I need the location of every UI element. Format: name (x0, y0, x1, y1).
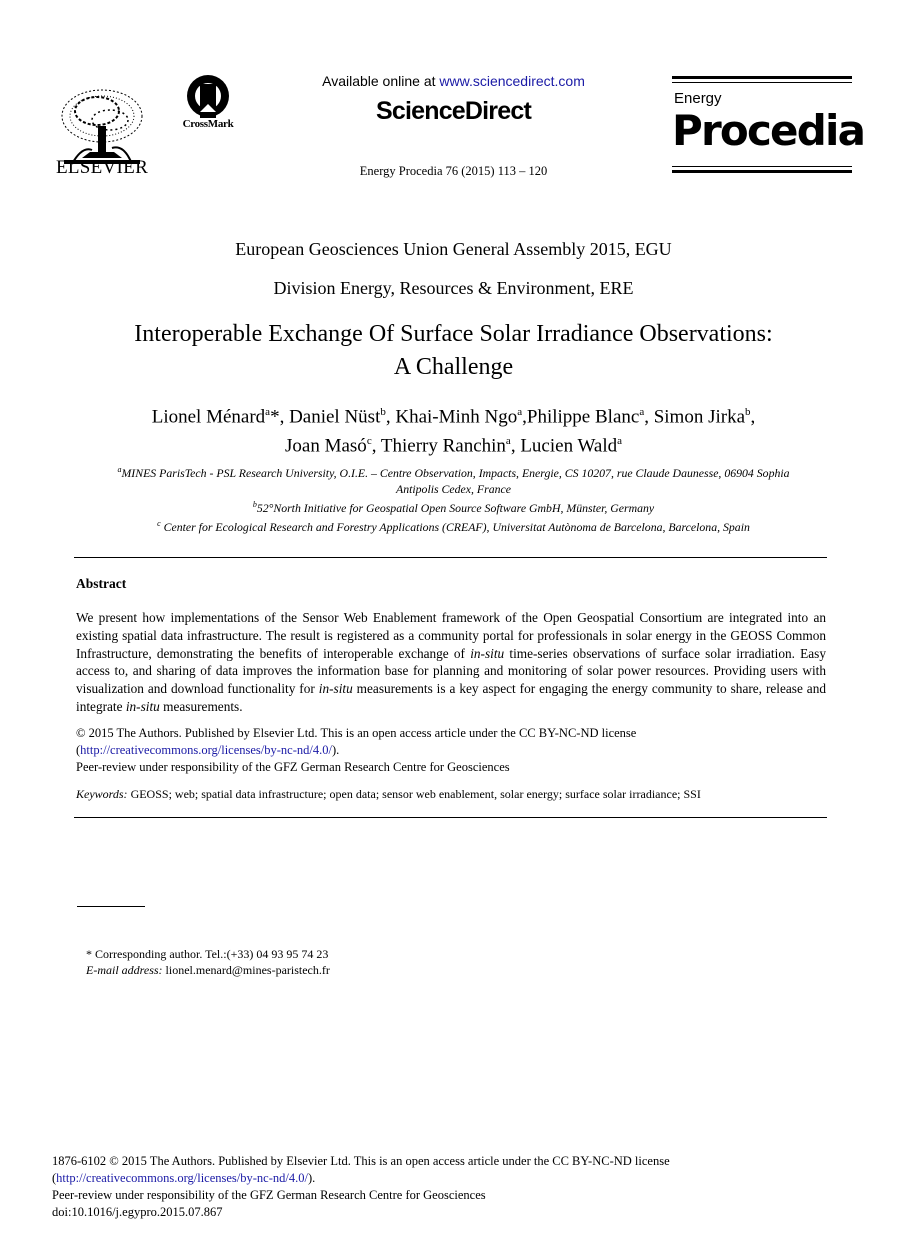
logo-rule (672, 82, 852, 83)
publication-footer (52, 1153, 852, 1221)
available-prefix: Available online at (322, 73, 440, 89)
keywords-text: GEOSS; web; spatial data infrastructure; open data; sensor web enablement, solar energy; surface solar irradiance; SSI (127, 787, 701, 801)
keywords (76, 787, 826, 802)
logo-rule (672, 166, 852, 167)
author-affil: a (505, 435, 511, 448)
email-label: E-mail address: (86, 963, 163, 977)
conference-name: European Geosciences Union General Assembly 2015, EGU (235, 239, 672, 259)
license-link[interactable]: http://creativecommons.org/licenses/by-nc-nd/4.0/ (80, 743, 332, 757)
paren: ). (307, 1171, 316, 1185)
email-address: lionel.menard@mines-paristech.fr (162, 963, 330, 977)
affil-marker: a (117, 465, 122, 474)
author-affil: b (380, 406, 386, 418)
paren: ). (331, 743, 340, 757)
author-name: Lionel Ménard (151, 406, 266, 428)
abstract-emphasis: in-situ (318, 681, 353, 697)
crossmark-label: CrossMark (182, 118, 234, 130)
affil-marker: c (157, 518, 161, 528)
abstract-text: We present how implementations of the Sensor Web Enablement framework of the Open Geospatial Consortium are integrated into an existing spatial data infrastructure. The result is registered as a community portal for professionals in solar energy in the GEOSS Common Infrastructure, demonstrating the benefits of interoperable exchange of (76, 610, 826, 661)
paren: ( (76, 743, 81, 757)
author-affil: a (617, 435, 622, 448)
peer-review-text: Peer-review under responsibility of the GFZ German Research Centre for Geosciences (76, 760, 510, 774)
author-name: Khai-Minh Ngo (395, 406, 518, 428)
affil-marker: b (252, 499, 257, 509)
doi: doi:10.1016/j.egypro.2015.07.867 (52, 1205, 223, 1219)
license-block (76, 725, 826, 776)
logo-procedia-text: Procedia (672, 106, 865, 155)
author-name: Daniel Nüst (289, 406, 381, 428)
abstract-text: time-series observations of surface solar irradiation. Easy access to, and sharing of data improves the information base for planning and monitoring of solar power resources. Providing users with visualization and download functionality for (76, 645, 826, 697)
logo-rule (672, 170, 852, 173)
affiliation-a-cont: Antipolis Cedex, France (396, 481, 511, 496)
author-name: Lucien Wald (520, 435, 618, 457)
author-affil: a (517, 406, 523, 418)
title-line-2: A Challenge (393, 354, 514, 380)
divider (74, 817, 827, 818)
issn-license: 1876-6102 © 2015 The Authors. Published by Elsevier Ltd. This is an open access article under the CC BY-NC-ND license (52, 1154, 670, 1168)
author-list: Lionel Ménard$^a$*, Daniel Nüst$^b$, Khai-Minh Ngo$^a$,Philippe Blanc$^a$, Simon Jirka$^b$, Joan Masó$^c$, Thierry Ranchin$^a$, Lucien Wald$^a$ (151, 406, 756, 457)
abstract-text: measurements. (159, 698, 243, 714)
title-line-1: Interoperable Exchange Of Surface Solar Irradiance Observations: (134, 321, 773, 347)
author-affil: a (265, 406, 271, 418)
abstract-emphasis: in-situ (125, 698, 160, 714)
author-name: Philippe Blanc (526, 406, 640, 428)
author-affil: a (639, 406, 645, 418)
license-text: © 2015 The Authors. Published by Elsevier Ltd. This is an open access article under the CC BY-NC-ND license (76, 726, 637, 740)
corresponding-star: * (270, 406, 280, 428)
footer-license-link[interactable]: http://creativecommons.org/licenses/by-nc-nd/4.0/ (56, 1171, 308, 1185)
paper-title (60, 318, 847, 384)
author-name: Thierry Ranchin (380, 435, 506, 457)
abstract-emphasis: in-situ (470, 645, 505, 661)
affiliation-b: 52°North Initiative for Geospatial Open Source Software GmbH, Münster, Germany (256, 500, 655, 515)
footnote-rule (77, 906, 145, 907)
author-name: Joan Masó (285, 435, 367, 457)
affiliations (70, 462, 837, 535)
sciencedirect-brand: ScienceDirect (376, 97, 531, 125)
paren: ( (52, 1171, 57, 1185)
abstract-text: measurements is a key aspect for engaging the energy community to share, release and integrate (76, 681, 826, 714)
energy-procedia-logo (672, 74, 865, 178)
author-affil: c (366, 435, 372, 448)
sciencedirect-link[interactable]: www.sciencedirect.com (439, 73, 585, 89)
logo-rule (672, 76, 852, 79)
publisher-name: ELSEVIER (55, 157, 149, 178)
affiliation-a: MINES ParisTech - PSL Research University, O.I.E. – Centre Observation, Impacts, Energie, CS 10207, rue Claude Daunesse, 06904 Sophia (121, 465, 790, 480)
author-affil: b (745, 406, 751, 418)
abstract-heading: Abstract (76, 576, 127, 591)
journal-reference: Energy Procedia 76 (2015) 113 – 120 (359, 164, 548, 178)
footnote (86, 946, 330, 978)
corresponding-author: * Corresponding author. Tel.:(+33) 04 93 95 74 23 (86, 947, 329, 961)
conference-division: Division Energy, Resources & Environment, ERE (273, 278, 634, 298)
affiliation-c: Center for Ecological Research and Forestry Applications (CREAF), Universitat Autònoma de Barcelona, Barcelona, Spain (163, 519, 750, 534)
author-name: Simon Jirka (653, 406, 746, 428)
divider (74, 557, 827, 558)
logo-energy-text: Energy (674, 90, 722, 107)
keywords-label: Keywords: (76, 787, 128, 801)
footer-peer-review: Peer-review under responsibility of the GFZ German Research Centre for Geosciences (52, 1188, 486, 1202)
abstract-body (76, 609, 826, 716)
